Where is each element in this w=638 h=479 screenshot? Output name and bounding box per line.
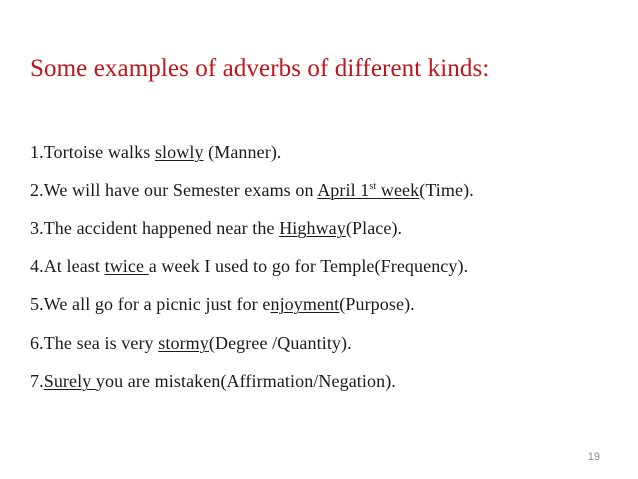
example-item-5 bbox=[30, 294, 415, 315]
item-text: 3.The accident happened near the bbox=[30, 218, 280, 238]
item-text: (Place). bbox=[345, 218, 403, 238]
adverb-underlined: Surely bbox=[43, 371, 96, 391]
item-text: (Time). bbox=[419, 180, 474, 200]
item-text: 7. bbox=[30, 371, 44, 391]
item-text: (Purpose). bbox=[339, 294, 415, 314]
adverb-underlined: njoyment bbox=[270, 294, 340, 314]
item-text: 4.At least bbox=[30, 256, 105, 276]
adverb-underlined: twice bbox=[104, 256, 149, 276]
ordinal-suffix: st bbox=[369, 181, 377, 192]
adverb-underlined: stormy bbox=[158, 333, 209, 353]
item-text: (Degree /Quantity). bbox=[208, 333, 352, 353]
example-item-1 bbox=[30, 142, 282, 163]
example-item-6 bbox=[30, 333, 352, 354]
example-item-7 bbox=[30, 371, 396, 392]
item-text: 6.The sea is very bbox=[30, 333, 159, 353]
example-item-3 bbox=[30, 218, 402, 239]
item-text: 1.Tortoise walks bbox=[30, 142, 155, 162]
slide-title: Some examples of adverbs of different kinds: bbox=[30, 55, 490, 82]
item-text: you are mistaken(Affirmation/Negation). bbox=[95, 371, 396, 391]
item-text: 5.We all go for a picnic just for e bbox=[30, 294, 271, 314]
item-text: a week I used to go for Temple(Frequency). bbox=[148, 256, 469, 276]
adverb-underlined bbox=[317, 180, 419, 200]
item-text: (Manner). bbox=[203, 142, 282, 162]
adverb-part: week bbox=[376, 180, 420, 200]
adverb-underlined: Highway bbox=[279, 218, 346, 238]
item-text: 2.We will have our Semester exams on bbox=[30, 180, 318, 200]
example-item-4 bbox=[30, 256, 468, 277]
example-item-2 bbox=[30, 180, 474, 201]
adverb-underlined: slowly bbox=[154, 142, 204, 162]
page-number: 19 bbox=[587, 451, 600, 463]
adverb-part: April 1 bbox=[317, 180, 370, 200]
